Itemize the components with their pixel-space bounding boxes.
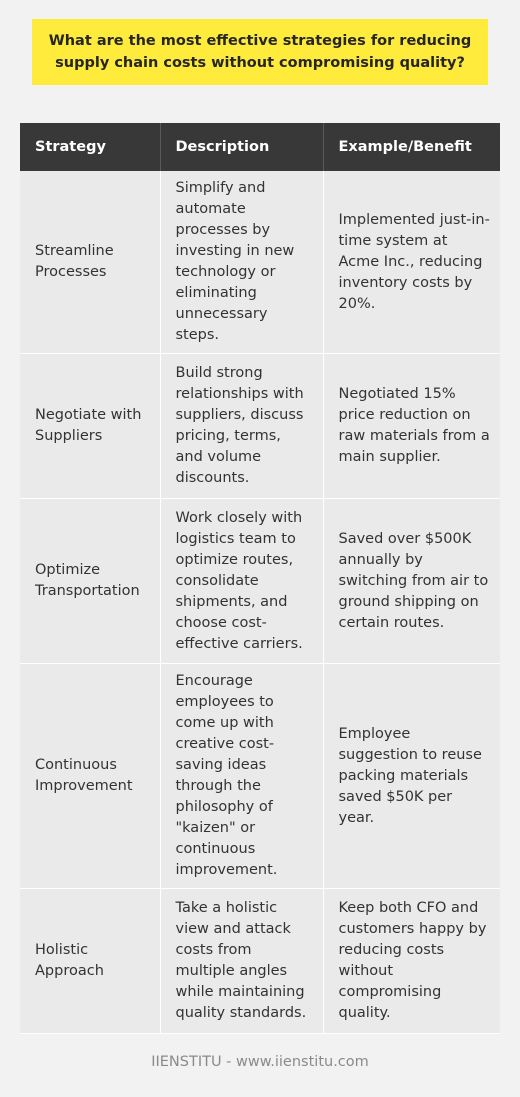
column-header-strategy: Strategy bbox=[20, 123, 160, 171]
example-cell: Employee suggestion to reuse packing materials saved $50K per year. bbox=[323, 664, 500, 889]
strategy-cell: Holistic Approach bbox=[20, 889, 160, 1034]
strategy-cell: Optimize Transportation bbox=[20, 499, 160, 664]
description-cell: Simplify and automate processes by investing in new technology or eliminating unnecessary steps. bbox=[160, 171, 323, 354]
example-cell: Saved over $500K annually by switching from air to ground shipping on certain routes. bbox=[323, 499, 500, 664]
column-header-example-benefit: Example/Benefit bbox=[323, 123, 500, 171]
column-header-description: Description bbox=[160, 123, 323, 171]
footer-credit: IIENSTITU - www.iienstitu.com bbox=[151, 1054, 369, 1070]
table-row bbox=[20, 354, 500, 499]
description-cell: Encourage employees to come up with creative cost-saving ideas through the philosophy of "kaizen" or continuous improvement. bbox=[160, 664, 323, 889]
description-cell: Work closely with logistics team to optimize routes, consolidate shipments, and choose cost-effective carriers. bbox=[160, 499, 323, 664]
strategies-table bbox=[20, 123, 500, 1034]
table-row bbox=[20, 499, 500, 664]
example-cell: Keep both CFO and customers happy by reducing costs without compromising quality. bbox=[323, 889, 500, 1034]
table-row bbox=[20, 664, 500, 889]
example-cell: Implemented just-in-time system at Acme Inc., reducing inventory costs by 20%. bbox=[323, 171, 500, 354]
strategy-cell: Negotiate with Suppliers bbox=[20, 354, 160, 499]
strategy-cell: Streamline Processes bbox=[20, 171, 160, 354]
description-cell: Take a holistic view and attack costs from multiple angles while maintaining quality standards. bbox=[160, 889, 323, 1034]
table-row bbox=[20, 171, 500, 354]
table-row bbox=[20, 889, 500, 1034]
strategy-cell: Continuous Improvement bbox=[20, 664, 160, 889]
example-cell: Negotiated 15% price reduction on raw materials from a main supplier. bbox=[323, 354, 500, 499]
page-title: What are the most effective strategies for reducing supply chain costs without compromising quality? bbox=[32, 19, 488, 85]
table-header-row bbox=[20, 123, 500, 171]
description-cell: Build strong relationships with suppliers, discuss pricing, terms, and volume discounts. bbox=[160, 354, 323, 499]
